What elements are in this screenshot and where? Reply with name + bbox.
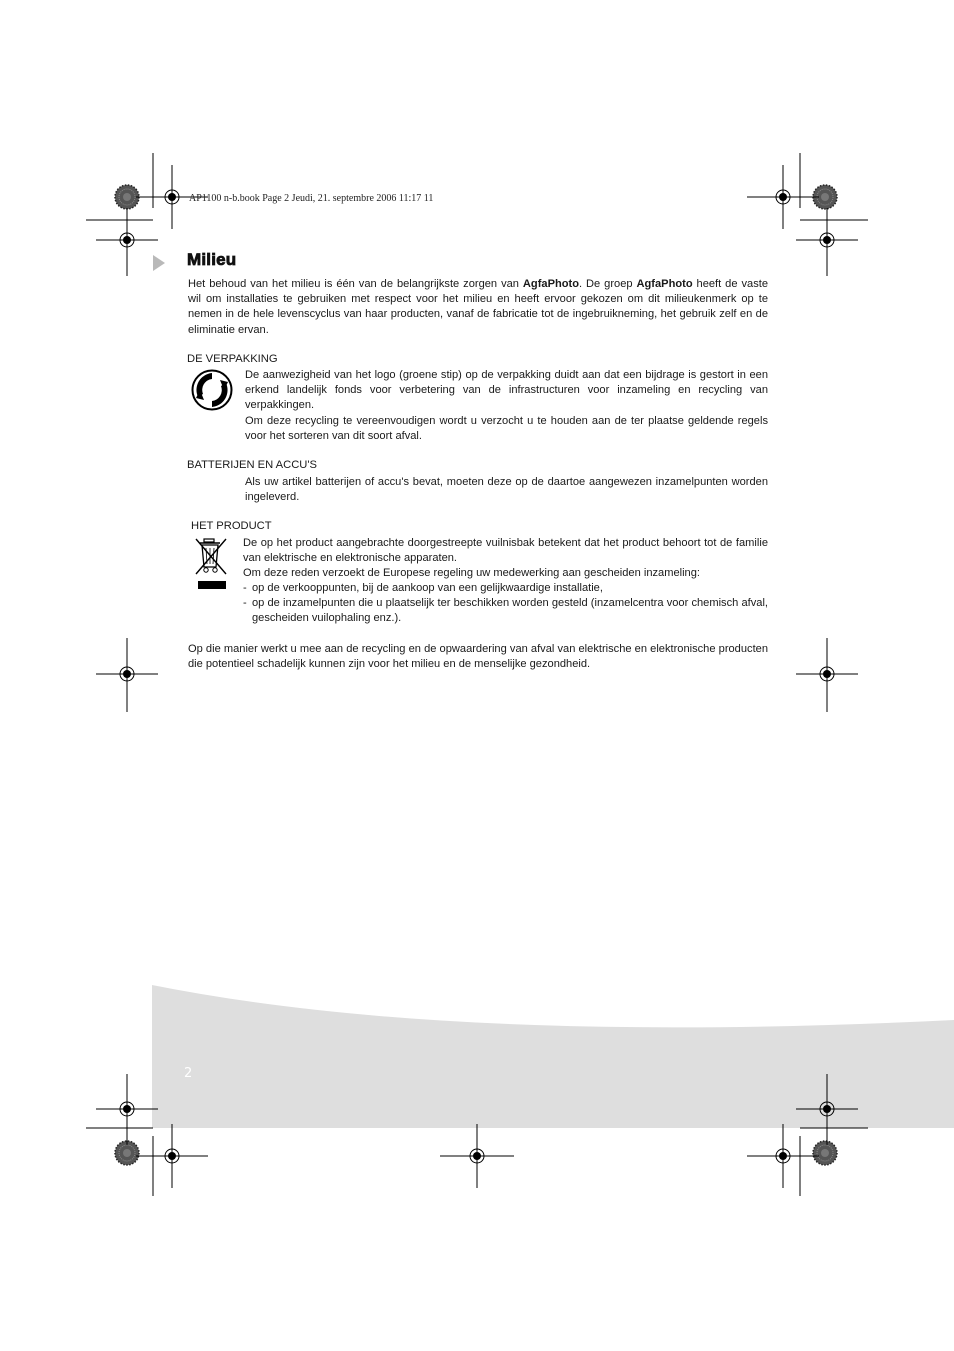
page-title: Milieu <box>187 250 237 269</box>
section-heading-batteries: BATTERIJEN EN ACCU'S <box>187 459 317 471</box>
section-heading-product: HET PRODUCT <box>191 520 272 532</box>
brand-name: AgfaPhoto <box>636 278 693 290</box>
product-text-2: Om deze reden verzoekt de Europese regeling uw medewerking aan gescheiden inzameling: <box>243 567 700 579</box>
intro-paragraph: Het behoud van het milieu is één van de belangrijkste zorgen van AgfaPhoto. De groep AgfaPhoto heeft de vaste wil om installaties te gebruiken met respect voor het milieu en heeft ervoor gekozen om dit milieukenmerk op te nemen in de hele levenscyclus van haar producten, vanaf de fabricatie tot de ingebruikneming, het gebruik zelf en de eliminatie ervan. <box>188 278 768 336</box>
color-wheel-icon <box>813 1141 837 1165</box>
packaging-text-2: Om deze recycling te vereenvoudigen wordt u verzocht u te houden aan de ter plaatse geldende regels voor het sorteren van dit soort afval. <box>245 415 768 443</box>
brand-name: AgfaPhoto <box>522 278 579 290</box>
color-wheel-icon <box>115 185 139 209</box>
product-text-1: De op het product aangebrachte doorgestreepte vuilnisbak betekent dat het product behoort tot de familie van elektrische en elektronische apparaten. <box>243 537 768 565</box>
list-item: - op de verkooppunten, bij de aankoop van een gelijkwaardige installatie, <box>243 582 603 594</box>
crossed-out-bin-icon <box>193 536 229 592</box>
section-arrow-icon <box>153 255 165 271</box>
list-item: - op de inzamelpunten die u plaatselijk ter beschikken worden gesteld (inzamelcentra voor chemisch afval, gescheiden vuilophaling enz.). <box>243 597 768 625</box>
batteries-text: Als uw artikel batterijen of accu's bevat, moeten deze op de daartoe aangewezen inzamelpunten worden ingeleverd. <box>245 476 768 504</box>
green-dot-icon <box>191 369 233 411</box>
section-heading-packaging: DE VERPAKKING <box>187 353 278 365</box>
packaging-text-1: De aanwezigheid van het logo (groene stip) op de verpakking duidt aan dat een bijdrage is gestort in een erkend landelijk fonds voor verbetering van de infrastructuren voor inzameling en recycling van verpakkingen. <box>245 369 768 412</box>
closing-paragraph: Op die manier werkt u mee aan de recycling en de opwaardering van afval van elektrische en elektronische producten die potentieel schadelijk kunnen zijn voor het milieu en de menselijke gezondheid. <box>188 643 768 671</box>
page-number: 2 <box>184 1066 193 1081</box>
file-info-header: AP1100 n-b.book Page 2 Jeudi, 21. septembre 2006 11:17 11 <box>189 193 434 204</box>
